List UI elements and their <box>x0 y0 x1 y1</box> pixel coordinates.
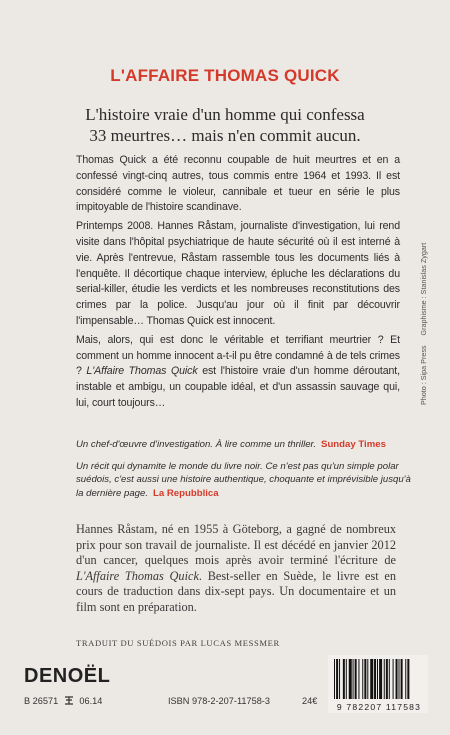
photo-credit: Photo : Sipa Press <box>419 345 428 405</box>
press-quotes <box>76 438 416 500</box>
translator-credit: TRADUIT DU SUÉDOIS PAR LUCAS MESSMER <box>76 638 280 648</box>
summary-p3-end: est l'histoire vraie d'un homme déroutant, instable et ambigu, un coupable idéal, et d'un assassin sauvage qui, lui, court toujours… <box>76 365 400 409</box>
book-title: L'AFFAIRE THOMAS QUICK <box>110 66 340 85</box>
reference-code <box>24 696 102 706</box>
tagline-line-1: L'histoire vraie d'un homme qui confessa <box>85 105 365 124</box>
print-date: 06.14 <box>79 696 103 706</box>
barcode-number: 9 782207 117583 <box>336 702 422 712</box>
graphic-credit: Graphisme : Stanislas Zygart <box>419 242 428 336</box>
publisher-logo: DENOËL <box>24 665 111 687</box>
bio-start: Hannes Råstam, né en 1955 à Göteborg, a gagné de nombreux prix pour son travail de journaliste. Il est décédé en janvier 2012 d'un cancer, quelques mois après avoir terminé l'écriture de <box>76 522 396 568</box>
tagline-line-2: 33 meurtres… mais n'en commit aucun. <box>89 126 361 145</box>
author-bio <box>76 522 396 616</box>
summary-paragraph-1: Thomas Quick a été reconnu coupable de huit meurtres et en a confessé vingt-cinq autres, tous commis entre 1964 et 1993. Il est considéré comme le violeur, cannibale et tueur en série le plus impitoyable de l'histoire scandinave. <box>76 154 400 214</box>
tagline <box>0 104 450 146</box>
price: 24€ <box>302 696 318 706</box>
summary-paragraph-2: Printemps 2008. Hannes Råstam, journaliste d'investigation, lui rend visite dans l'hôpital psychiatrique de haute sécurité où il est interné à vie. Après l'entrevue, Råstam rassemble tous les documents liés à l'enquête. Il décortique chaque interview, épluche les déclarations du serial-killer, étudie les verdicts et les nombreuses reconstitutions des crimes par la police. Jusqu'au jour où il finit par découvrir l'impensable… Thomas Quick est innocent. <box>76 220 400 327</box>
summary <box>76 153 400 412</box>
bio-book-title: L'Affaire Thomas Quick <box>76 568 199 583</box>
product-code: B 26571 <box>24 696 59 706</box>
summary-p3-start: Mais, alors, qui est donc le véritable et terrifiant meurtrier ? Et comment un homme innocent a-t-il pu être condamné à de tels crimes ? <box>76 333 400 378</box>
press-quote-2 <box>76 460 416 501</box>
publisher-seal-icon <box>64 696 74 705</box>
quote-source: Sunday Times <box>321 439 386 450</box>
press-quote-1 <box>76 438 416 452</box>
summary-p3-book-title: L'Affaire Thomas Quick <box>86 365 198 378</box>
barcode-icon <box>332 659 424 701</box>
image-credits <box>419 205 428 405</box>
isbn: ISBN 978-2-207-11758-3 <box>168 696 270 706</box>
summary-paragraph-3 <box>76 333 400 412</box>
bio-end: . Best-seller en Suède, le livre est en cours de traduction dans dix-sept pays. Un documentaire et un film sont en préparation. <box>76 568 397 614</box>
quote-source: La Repubblica <box>153 487 219 499</box>
quote-text: Un récit qui dynamite le monde du livre noir. Ce n'est pas qu'un simple polar suédois, c'est aussi une histoire authentique, choquante et imprévisible jusqu'à la dernière page. <box>76 460 411 499</box>
quote-text: Un chef-d'œuvre d'investigation. À lire comme un thriller. <box>76 439 317 450</box>
